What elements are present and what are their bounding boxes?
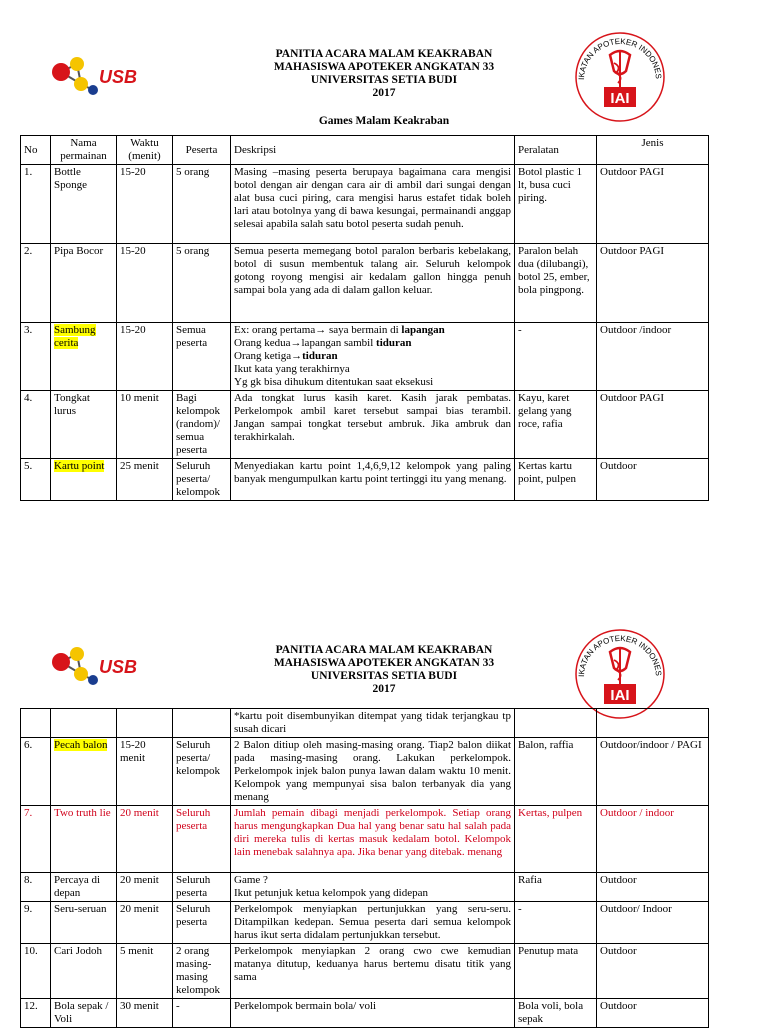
table-row [21,165,709,244]
row-peralatan: Paralon belah dua (dilubangi), botol 25, ember, bola pingpong. [515,244,597,323]
row-nama [51,738,117,806]
table-row [21,244,709,323]
row-waktu: 15-20 [117,244,173,323]
row-waktu: 20 menit [117,806,173,873]
row-deskripsi: Menyediakan kartu point 1,4,6,9,12 kelompok yang paling banyak mengumpulkan kartu point tertinggi itu yang menang. [231,459,515,501]
row-peralatan: Kertas kartu point, pulpen [515,459,597,501]
row-jenis: Outdoor [597,873,709,902]
row-no [21,709,51,738]
games-table-page-1 [20,135,709,501]
row-no: 4. [21,391,51,459]
highlighted-name: Sambung cerita [54,324,96,349]
row-deskripsi: Masing –masing peserta berupaya bagaimana cara mengisi botol dengan air dengan cara air di ambil dari sungai dengan alat busa cuci piring, cara mengisi harus estafet tidak boleh lari atau botolnya yang di bawa kesungai, permainandi anggap selesai apabila salah satu botol peserta sudah penuh. [231,165,515,244]
row-peralatan: Kayu, karet gelang yang roce, rafia [515,391,597,459]
row-peserta: Seluruh peserta [173,873,231,902]
table-row [21,459,709,501]
table-row [21,391,709,459]
row-peserta: Semua peserta [173,323,231,391]
header-line-4: 2017 [372,683,396,695]
row-nama [51,459,117,501]
usb-logo-text: USB [99,67,138,87]
table-row [21,709,709,738]
row-waktu [117,709,173,738]
row-peralatan: Balon, raffia [515,738,597,806]
row-jenis: Outdoor /indoor [597,323,709,391]
header-line-3: UNIVERSITAS SETIA BUDI [310,74,458,86]
header-line-3: UNIVERSITAS SETIA BUDI [310,670,458,682]
row-jenis: Outdoor PAGI [597,244,709,323]
row-no: 5. [21,459,51,501]
row-nama: Two truth lie [51,806,117,873]
row-no: 7. [21,806,51,873]
row-deskripsi: Game ? Ikut petunjuk ketua kelompok yang didepan [231,873,515,902]
row-peserta: Seluruh peserta/ kelompok [173,459,231,501]
table-row [21,873,709,902]
table-header-row [21,136,709,165]
row-peralatan: Kertas, pulpen [515,806,597,873]
row-deskripsi: Jumlah pemain dibagi menjadi perkelompok. Setiap orang harus mengungkapkan Dua hal yang benar satu hal salah pada diri mereka tulis di kertas masuk kedalam botol. Kelompok lain menebak salahnya apa. Jika benar yang ditebak. menang [231,806,515,873]
col-header-nama: Nama permainan [51,136,117,165]
row-deskripsi: Perkelompok bermain bola/ voli [231,999,515,1028]
row-no: 10. [21,944,51,999]
row-peserta: 5 orang [173,244,231,323]
row-peralatan: - [515,323,597,391]
row-waktu: 15-20 [117,323,173,391]
table-row [21,738,709,806]
highlighted-name: Pecah balon [54,739,108,751]
row-jenis: Outdoor PAGI [597,165,709,244]
row-waktu: 15-20 menit [117,738,173,806]
col-header-waktu: Waktu (menit) [117,136,173,165]
col-header-no: No [21,136,51,165]
row-deskripsi: Perkelompok menyiapkan 2 orang cwo cwe kemudian matanya ditutup, keduanya harus bertemu disatu titik yang sama [231,944,515,999]
iai-logo [570,622,670,722]
row-peserta: 2 orang masing-masing kelompok [173,944,231,999]
row-waktu: 5 menit [117,944,173,999]
header-line-2: MAHASISWA APOTEKER ANGKATAN 33 [273,657,495,669]
row-nama [51,709,117,738]
row-deskripsi: 2 Balon ditiup oleh masing-masing orang. Tiap2 balon diikat pada masing-masing orang. Lakukan perkelompok. Perkelompok injek balon punya lawan dalam waktu 10 menit. Kelompok yang mempunyai sisa balon terbanyak dia yang menang [231,738,515,806]
table-row [21,902,709,944]
row-no: 9. [21,902,51,944]
col-header-peserta: Peserta [173,136,231,165]
row-jenis: Outdoor PAGI [597,391,709,459]
col-header-deskripsi: Deskripsi [231,136,515,165]
table-row [21,806,709,873]
row-peserta: Seluruh peserta/ kelompok [173,738,231,806]
row-deskripsi: Perkelompok menyiapkan pertunjukkan yang seru-seru. Ditampilkan kedepan. Semua peserta dari semua kelompok harus ikut serta didalam pertunjukkan tersebut. [231,902,515,944]
row-jenis: Outdoor / indoor [597,806,709,873]
games-table-page-2 [20,708,709,1028]
row-deskripsi: *kartu poit disembunyikan ditempat yang tidak terjangkau tp susah dicari [231,709,515,738]
row-jenis: Outdoor/indoor / PAGI [597,738,709,806]
row-peralatan: Bola voli, bola sepak [515,999,597,1028]
usb-logo-text: USB [99,657,138,677]
iai-ring-text: IKATAN APOTEKER INDONES [576,36,664,81]
row-nama: Percaya di depan [51,873,117,902]
iai-ring-text: IKATAN APOTEKER INDONES [576,633,664,678]
row-deskripsi: Semua peserta memegang botol paralon berbaris kebelakang, botol di susun membentuk talang air. Seluruh kelompok gotong royong mengisi air kedalam gallon hingga penuh sampai bola yang ada di dalam gallon keluar. [231,244,515,323]
table-title: Games Malam Keakraban [318,115,450,127]
row-nama: Bola sepak / Voli [51,999,117,1028]
col-header-jenis: Jenis [597,136,709,165]
row-deskripsi: Ex: orang pertama→ saya bermain di lapangan Orang kedua→lapangan sambil tiduran Orang ketiga→tiduran Ikut kata yang terakhirnya Yg gk bisa dihukum ditentukan saat eksekusi [231,323,515,391]
row-waktu: 15-20 [117,165,173,244]
row-no: 8. [21,873,51,902]
row-nama: Seru-seruan [51,902,117,944]
header-line-2: MAHASISWA APOTEKER ANGKATAN 33 [273,61,495,73]
row-peralatan: Rafia [515,873,597,902]
row-peserta: Seluruh peserta [173,902,231,944]
row-jenis: Outdoor [597,999,709,1028]
row-nama: Tongkat lurus [51,391,117,459]
row-waktu: 25 menit [117,459,173,501]
row-no: 12. [21,999,51,1028]
row-peralatan [515,709,597,738]
table-row [21,999,709,1028]
table-row [21,944,709,999]
row-waktu: 20 menit [117,873,173,902]
row-waktu: 30 menit [117,999,173,1028]
iai-logo-text: IAI [610,687,630,704]
row-waktu: 10 menit [117,391,173,459]
row-peralatan: Penutup mata [515,944,597,999]
table-row [21,323,709,391]
header-line-1: PANITIA ACARA MALAM KEAKRABAN [275,644,493,656]
row-jenis: Outdoor [597,459,709,501]
row-no: 6. [21,738,51,806]
row-jenis: Outdoor [597,944,709,999]
row-waktu: 20 menit [117,902,173,944]
row-nama [51,323,117,391]
row-nama: Pipa Bocor [51,244,117,323]
row-nama: Cari Jodoh [51,944,117,999]
row-peralatan: Botol plastic 1 lt, busa cuci piring. [515,165,597,244]
row-peserta: Seluruh peserta [173,806,231,873]
row-no: 2. [21,244,51,323]
highlighted-name: Kartu point [54,460,105,472]
row-no: 1. [21,165,51,244]
header-line-4: 2017 [372,87,396,99]
row-peserta: 5 orang [173,165,231,244]
iai-logo [570,25,670,125]
row-nama: Bottle Sponge [51,165,117,244]
row-jenis: Outdoor/ Indoor [597,902,709,944]
row-peserta: - [173,999,231,1028]
row-peserta [173,709,231,738]
col-header-peralatan: Peralatan [515,136,597,165]
header-line-1: PANITIA ACARA MALAM KEAKRABAN [275,48,493,60]
row-deskripsi: Ada tongkat lurus kasih karet. Kasih jarak pembatas. Perkelompok ambil karet tersebut sampai bias terambil. Jangan sampai tongkat tersebut ambruk. Jika ambruk dan terakhirkalah. [231,391,515,459]
row-no: 3. [21,323,51,391]
row-jenis [597,709,709,738]
row-peralatan: - [515,902,597,944]
iai-logo-text: IAI [610,90,630,107]
row-peserta: Bagi kelompok (random)/ semua peserta [173,391,231,459]
